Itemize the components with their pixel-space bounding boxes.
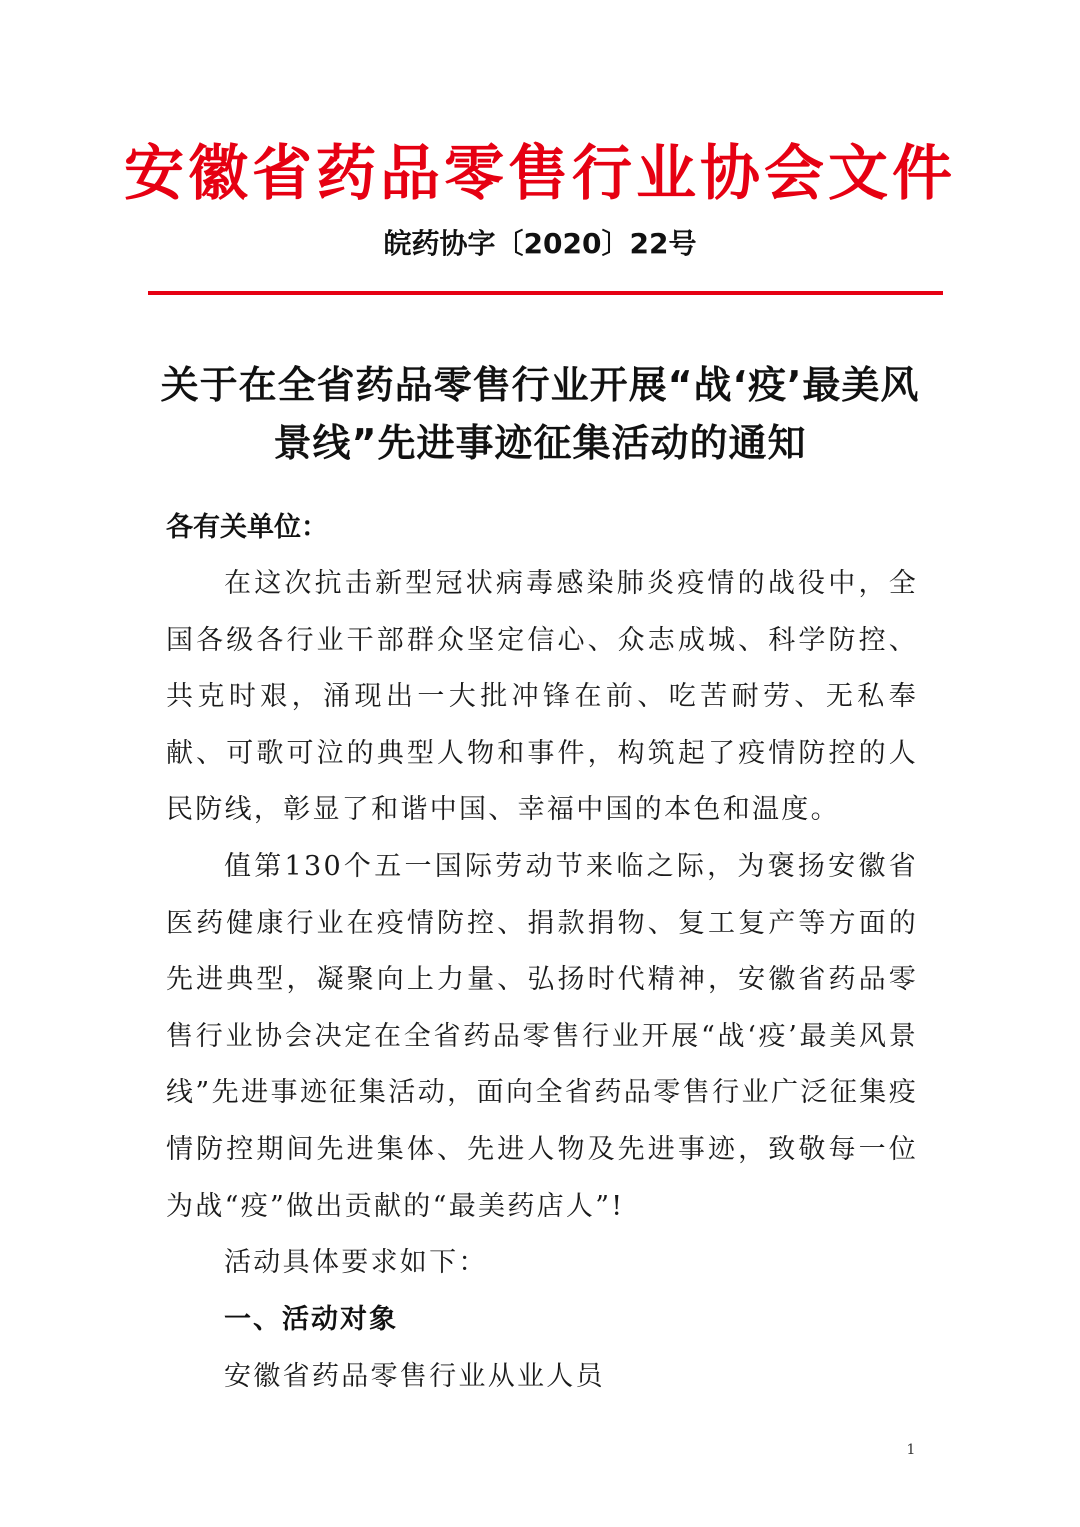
document-number: 皖药协字〔2020〕22号: [383, 227, 697, 260]
notice-title: 关于在全省药品零售行业开展“战‘疫’最美风景线”先进事迹征集活动的通知: [160, 363, 920, 465]
requirements-intro: 活动具体要求如下：: [224, 1247, 488, 1278]
body-paragraph-1: 在这次抗击新型冠状病毒感染肺炎疫情的战役中，全国各级各行业干部群众坚定信心、众志成城、科学防控、共克时艰，涌现出一大批冲锋在前、吃苦耐劳、无私奉献、可歌可泣的典型人物和事件，构筑起了疫情防控的人民防线，彰显了和谐中国、幸福中国的本色和温度。: [166, 568, 918, 826]
addressee: 各有关单位：: [166, 512, 328, 543]
section-heading-1: 一、活动对象: [224, 1304, 398, 1335]
red-divider-line: [148, 291, 943, 295]
document-header-title: 安徽省药品零售行业协会文件: [124, 139, 956, 209]
section-content-1: 安徽省药品零售行业从业人员: [224, 1361, 605, 1392]
body-paragraph-2: 值第130个五一国际劳动节来临之际，为褒扬安徽省医药健康行业在疫情防控、捐款捐物、复工复产等方面的先进典型，凝聚向上力量、弘扬时代精神，安徽省药品零售行业协会决定在全省药品零售行业开展“战‘疫’最美风景线”先进事迹征集活动，面向全省药品零售行业广泛征集疫情防控期间先进集体、先进人物及先进事迹，致敬每一位为战“疫”做出贡献的“最美药店人”!: [166, 851, 918, 1222]
page-number: 1: [906, 1442, 916, 1458]
